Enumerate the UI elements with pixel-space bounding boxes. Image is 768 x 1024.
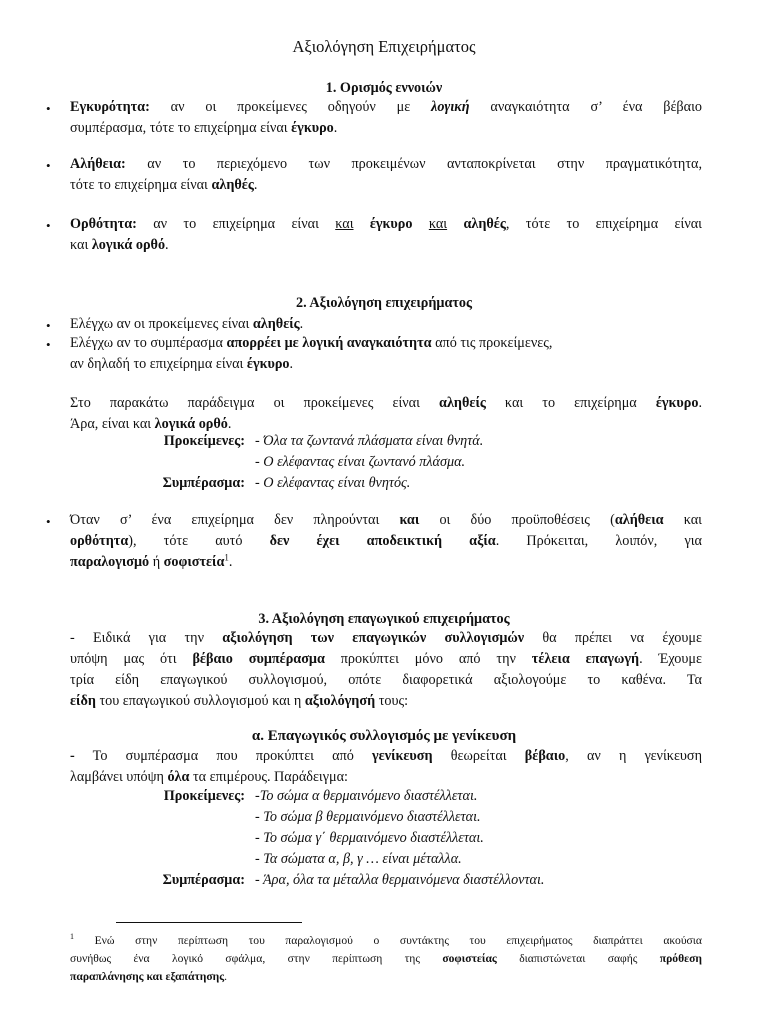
example-intro-text-5: . (227, 416, 232, 432)
truth-text-3: . (253, 177, 258, 193)
generalization-dash: - (70, 748, 75, 764)
inductive-text-1: - Ειδικά για την (70, 630, 223, 646)
premises-label: Προκείμενες: (163, 433, 245, 449)
fallacy-text-7: . (228, 554, 233, 570)
footnote-text-4: . (224, 970, 228, 983)
bullet-check-true: • (46, 318, 51, 333)
example-intro-keyword-true: αληθείς (439, 395, 486, 411)
example-intro-keyword-sound: λογικά ορθό (154, 416, 228, 432)
soundness-underlined-and-1: και (335, 216, 354, 232)
inductive-keyword-assessment: αξιολόγησή (304, 693, 376, 709)
validity-definition (70, 97, 702, 139)
inductive-text-2: θα πρέπει να έχουμε (524, 630, 702, 646)
inductive-text-7: του επαγωγικού συλλογισμού και η (95, 693, 305, 709)
fallacy-text-6: ή (149, 554, 164, 570)
inductive-keyword-certain: βέβαιο συμπέρασμα (192, 651, 325, 667)
soundness-text-7: . (165, 237, 169, 253)
generalization-keyword: γενίκευση (372, 748, 433, 764)
inductive-keyword-evaluation: αξιολόγηση των επαγωγικών συλλογισμών (222, 630, 525, 646)
bullet-truth: • (46, 158, 51, 173)
premises-label: Προκείμενες: (163, 788, 245, 804)
footnote-text-2: συνήθως ένα λογικό σφάλμα, στην περίπτωση της (70, 952, 443, 965)
bullet-soundness: • (46, 218, 51, 233)
inductive-keyword-kinds: είδη (70, 693, 96, 709)
section-1-heading: 1. Ορισμός εννοιών (325, 80, 443, 96)
bullet-check-valid: • (46, 337, 51, 352)
fallacy-text-2: οι δύο προϋποθέσεις ( (419, 512, 615, 528)
fallacy-keyword-paralogism: παραλογισμό (70, 554, 150, 570)
fallacy-keyword-sophism: σοφιστεία (163, 554, 225, 570)
check-true-text-2: . (299, 316, 304, 332)
validity-keyword-valid: έγκυρο (291, 120, 334, 136)
generalization-text-2: θεωρείται (432, 748, 525, 764)
conclusion-line: - Ο ελέφαντας είναι θνητός. (255, 475, 411, 491)
check-valid-text-2: από τις προκείμενες, (431, 335, 553, 351)
premise-line: - Το σώμα β θερμαινόμενο διαστέλλεται. (255, 809, 481, 825)
premise-line: - Ο ελέφαντας είναι ζωντανό πλάσμα. (255, 454, 466, 470)
generalization-text-1: Το συμπέρασμα που προκύπτει από (74, 748, 373, 764)
inductive-text-4: προκύπτει μόνο από την (324, 651, 532, 667)
example-intro-text-2: και το επιχείρημα (485, 395, 656, 411)
check-premises-true (70, 314, 702, 335)
fallacy-keyword-and: και (399, 512, 420, 528)
example-intro-paragraph (70, 393, 702, 435)
check-valid-keyword-follows: απορρέει με λογική αναγκαιότητα (226, 335, 432, 351)
check-valid-text-1: Ελέγχω αν το συμπέρασμα (70, 335, 227, 351)
premise-line: - Τα σώματα α, β, γ … είναι μέταλλα. (255, 851, 462, 867)
truth-text-2: τότε το επιχείρημα είναι (70, 177, 212, 193)
footnote-reference[interactable]: 1 (224, 552, 229, 563)
soundness-space-3 (447, 216, 463, 232)
validity-text-2: αναγκαιότητα σ’ ένα βέβαιο (469, 99, 702, 115)
premise-line: -Το σώμα α θερμαινόμενο διαστέλλεται. (255, 788, 478, 804)
inductive-text-6: τρία είδη επαγωγικού συλλογισμού, οπότε διαφορετικά αξιολογούμε το καθένα. Τα (70, 672, 702, 688)
fallacy-text-1: Όταν σ’ ένα επιχείρημα δεν πληρούνται (70, 512, 400, 528)
section-3-heading: 3. Αξιολόγηση επαγωγικού επιχειρήματος (258, 611, 510, 627)
soundness-keyword-valid: έγκυρο (369, 216, 413, 232)
example-intro-keyword-valid: έγκυρο (655, 395, 699, 411)
footnote-text-3: διαπιστώνεται σαφής (496, 952, 660, 965)
conclusion-label: Συμπέρασμα: (162, 475, 245, 491)
fallacy-paragraph (70, 510, 702, 573)
fallacy-text-4: ), τότε αυτό (128, 533, 270, 549)
footnote-number: 1 (70, 932, 74, 942)
conclusion-line: - Άρα, όλα τα μέταλλα θερμαινόμενα διαστέλλονται. (255, 872, 545, 888)
validity-text-3: συμπέρασμα, τότε το επιχείρημα είναι (70, 120, 292, 136)
soundness-keyword-logically-sound: λογικά ορθό (91, 237, 166, 253)
footnote-keyword-sophism: σοφιστείας (442, 952, 497, 965)
footnote-text-1: Ενώ στην περίπτωση του παραλογισμού ο συντάκτης του επιχειρήματος διαπράττει ακούσια (74, 934, 702, 947)
inductive-text-3: υπόψη μας ότι (70, 651, 193, 667)
generalization-keyword-certain: βέβαιο (524, 748, 566, 764)
soundness-keyword-true: αληθές (463, 216, 506, 232)
example-intro-text-4: Άρα, είναι και (70, 416, 155, 432)
soundness-definition (70, 214, 702, 256)
premise-line: - Το σώμα γ΄ θερμαινόμενο διαστέλλεται. (255, 830, 484, 846)
fallacy-keyword-correctness: ορθότητα (70, 533, 129, 549)
fallacy-text-3: και (663, 512, 702, 528)
generalization-text-3: , αν η γενίκευση (565, 748, 702, 764)
soundness-space-2 (412, 216, 428, 232)
inductive-text-5: . Έχουμε (639, 651, 702, 667)
truth-keyword-true: αληθές (211, 177, 254, 193)
example-syllogism-2 (70, 786, 702, 891)
validity-keyword-logical: λογική (431, 99, 470, 115)
check-valid-text-4: . (289, 356, 294, 372)
soundness-text-6: και (70, 237, 92, 253)
conclusion-label: Συμπέρασμα: (162, 872, 245, 888)
validity-term: Εγκυρότητα: (70, 99, 150, 115)
check-true-keyword: αληθείς (252, 316, 300, 332)
example-syllogism-1 (70, 431, 702, 494)
fallacy-keyword-no-proof: δεν έχει αποδεικτική αξία (269, 533, 496, 549)
fallacy-text-5: . Πρόκειται, λοιπόν, για (495, 533, 702, 549)
truth-term: Αλήθεια: (70, 156, 126, 172)
validity-text-4: . (333, 120, 338, 136)
soundness-text-1: αν το επιχείρημα είναι (136, 216, 336, 232)
footnote-keyword-intent: πρόθεση (659, 952, 702, 965)
check-true-text-1: Ελέγχω αν οι προκείμενες είναι (70, 316, 253, 332)
soundness-space-1 (354, 216, 370, 232)
check-valid-text-3: αν δηλαδή το επιχείρημα είναι (70, 356, 247, 372)
truth-text-1: αν το περιεχόμενο των προκειμένων ανταποκρίνεται στην πραγματικότητα, (125, 156, 702, 172)
inductive-keyword-perfect: τέλεια επαγωγή (531, 651, 640, 667)
fallacy-keyword-truth: αλήθεια (614, 512, 664, 528)
footnote-separator (116, 922, 302, 923)
bullet-fallacy: • (46, 514, 51, 529)
validity-text-1: αν οι προκείμενες οδηγούν με (149, 99, 432, 115)
section-2-heading: 2. Αξιολόγηση επιχειρήματος (295, 295, 473, 311)
generalization-text-4: λαμβάνει υπόψη (70, 769, 168, 785)
generalization-text-5: τα επιμέρους. Παράδειγμα: (189, 769, 348, 785)
soundness-text-5: , τότε το επιχείρημα είναι (505, 216, 702, 232)
generalization-keyword-all: όλα (167, 769, 190, 785)
premise-line: - Όλα τα ζωντανά πλάσματα είναι θνητά. (255, 433, 484, 449)
footnote-keyword-deception: παραπλάνησης και εξαπάτησης (70, 970, 225, 983)
inductive-intro-paragraph (70, 628, 702, 712)
check-valid-keyword-valid: έγκυρο (246, 356, 290, 372)
footnote (70, 932, 702, 986)
bullet-validity: • (46, 101, 51, 116)
subsection-a-heading: α. Επαγωγικός συλλογισμός με γενίκευση (251, 728, 517, 744)
soundness-term: Ορθότητα: (70, 216, 137, 232)
inductive-text-8: τους: (375, 693, 409, 709)
example-intro-text-1: Στο παρακάτω παράδειγμα οι προκείμενες είναι (70, 395, 440, 411)
soundness-underlined-and-2: και (428, 216, 448, 232)
generalization-paragraph (70, 746, 702, 788)
example-intro-text-3: . (698, 395, 702, 411)
truth-definition (70, 154, 702, 196)
check-conclusion-follows (70, 333, 702, 375)
document-title: Αξιολόγηση Επιχειρήματος (292, 37, 476, 56)
